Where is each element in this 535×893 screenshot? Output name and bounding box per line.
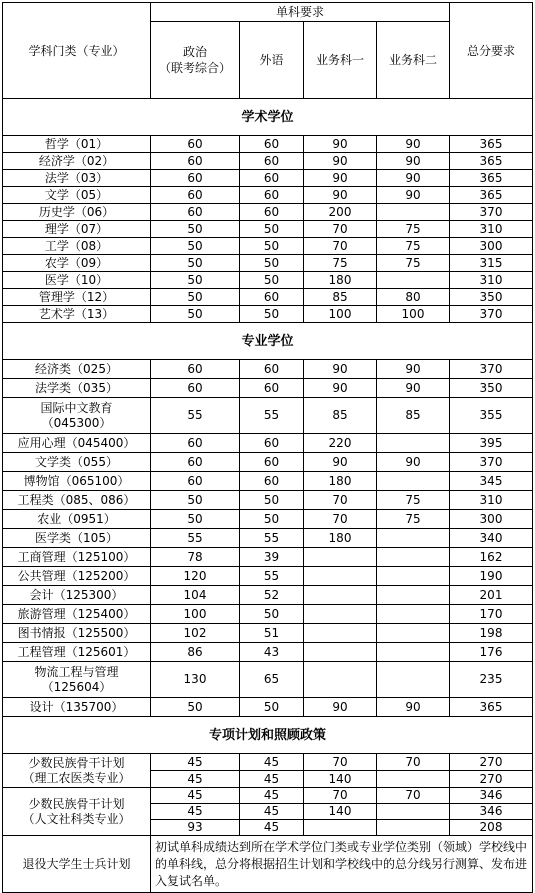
cell-politics: 60 — [151, 360, 240, 379]
cell-category: 博物馆（065100） — [3, 472, 151, 491]
cell-foreign-language: 65 — [240, 662, 304, 698]
cell-category: 图书情报（125500） — [3, 624, 151, 643]
cell-course1 — [304, 586, 377, 605]
table-row — [3, 272, 533, 289]
cell-category: 历史学（06） — [3, 204, 151, 221]
cell-politics: 60 — [151, 204, 240, 221]
cell-course2: 75 — [377, 238, 450, 255]
cell-total: 346 — [450, 804, 533, 820]
veteran-note: 初试单科成绩达到所在学术学位门类或专业学位类别（领域）学校线中的单科线，总分将根据招生计划和学校线中的总分线另行测算、发布进入复试名单。 — [151, 836, 533, 893]
cell-course2: 90 — [377, 136, 450, 153]
cell-politics: 60 — [151, 472, 240, 491]
cell-course1 — [304, 643, 377, 662]
cell-foreign-language: 50 — [240, 221, 304, 238]
cell-foreign-language: 45 — [240, 754, 304, 771]
cell-total: 365 — [450, 170, 533, 187]
cell-foreign-language: 60 — [240, 434, 304, 453]
cell-course2: 75 — [377, 255, 450, 272]
cell-course2: 90 — [377, 379, 450, 398]
cell-course2 — [377, 662, 450, 698]
table-row — [3, 472, 533, 491]
cell-total: 315 — [450, 255, 533, 272]
cell-foreign-language: 50 — [240, 491, 304, 510]
cell-foreign-language: 60 — [240, 204, 304, 221]
minority-stem-label: 少数民族骨干计划 （理工农医类专业） — [3, 754, 151, 788]
cell-foreign-language: 45 — [240, 788, 304, 804]
cell-course2: 70 — [377, 788, 450, 804]
section-title: 专项计划和照顾政策 — [3, 717, 533, 754]
cell-total: 300 — [450, 510, 533, 529]
cell-foreign-language: 50 — [240, 272, 304, 289]
cell-foreign-language: 60 — [240, 472, 304, 491]
cell-course1: 85 — [304, 289, 377, 306]
cell-politics: 45 — [151, 788, 240, 804]
cell-course1: 90 — [304, 698, 377, 717]
cell-politics: 45 — [151, 754, 240, 771]
cell-foreign-language: 60 — [240, 360, 304, 379]
cell-politics: 45 — [151, 804, 240, 820]
cell-politics: 50 — [151, 272, 240, 289]
cell-foreign-language: 55 — [240, 398, 304, 434]
cell-politics: 102 — [151, 624, 240, 643]
cell-total: 208 — [450, 820, 533, 836]
cell-politics: 86 — [151, 643, 240, 662]
cell-category: 农学（09） — [3, 255, 151, 272]
table-row — [3, 788, 533, 804]
cell-foreign-language: 60 — [240, 453, 304, 472]
cell-total: 350 — [450, 379, 533, 398]
cell-category: 工商管理（125100） — [3, 548, 151, 567]
cell-course1: 180 — [304, 529, 377, 548]
cell-foreign-language: 60 — [240, 289, 304, 306]
table-row — [3, 379, 533, 398]
cell-total: 170 — [450, 605, 533, 624]
table-row — [3, 754, 533, 771]
cell-politics: 60 — [151, 379, 240, 398]
cell-politics: 45 — [151, 771, 240, 788]
cell-foreign-language: 51 — [240, 624, 304, 643]
cell-total: 190 — [450, 567, 533, 586]
table-row — [3, 491, 533, 510]
table-row — [3, 529, 533, 548]
cell-course2: 75 — [377, 510, 450, 529]
cell-politics: 130 — [151, 662, 240, 698]
cell-politics: 50 — [151, 221, 240, 238]
table-row — [3, 586, 533, 605]
cell-politics: 120 — [151, 567, 240, 586]
cell-total: 235 — [450, 662, 533, 698]
cell-course2: 100 — [377, 306, 450, 323]
cell-course2 — [377, 586, 450, 605]
cell-total: 198 — [450, 624, 533, 643]
table-row — [3, 255, 533, 272]
cell-category: 旅游管理（125400） — [3, 605, 151, 624]
cell-course1: 90 — [304, 453, 377, 472]
cell-total: 310 — [450, 491, 533, 510]
cell-politics: 50 — [151, 698, 240, 717]
cell-course2: 90 — [377, 698, 450, 717]
cell-course1: 140 — [304, 771, 377, 788]
cell-total: 365 — [450, 136, 533, 153]
cell-politics: 60 — [151, 153, 240, 170]
table-row — [3, 836, 533, 893]
cell-politics: 55 — [151, 529, 240, 548]
cell-course2 — [377, 204, 450, 221]
cell-course1: 140 — [304, 804, 377, 820]
section-row — [3, 323, 533, 360]
cell-course1 — [304, 662, 377, 698]
cell-category: 文学（05） — [3, 187, 151, 204]
header-row-top — [3, 3, 533, 22]
cell-course1: 70 — [304, 754, 377, 771]
table-row — [3, 434, 533, 453]
table-row — [3, 567, 533, 586]
table-row — [3, 605, 533, 624]
cell-total: 340 — [450, 529, 533, 548]
cell-politics: 50 — [151, 289, 240, 306]
cell-course1: 90 — [304, 136, 377, 153]
cell-course2: 75 — [377, 221, 450, 238]
table-row — [3, 698, 533, 717]
cell-category: 经济类（025） — [3, 360, 151, 379]
cell-foreign-language: 60 — [240, 153, 304, 170]
cell-total: 370 — [450, 306, 533, 323]
cell-category: 医学（10） — [3, 272, 151, 289]
table-row — [3, 548, 533, 567]
cell-course2 — [377, 771, 450, 788]
cell-course1 — [304, 548, 377, 567]
cell-foreign-language: 50 — [240, 510, 304, 529]
cell-politics: 50 — [151, 255, 240, 272]
cell-category: 文学类（055） — [3, 453, 151, 472]
cell-category: 会计（125300） — [3, 586, 151, 605]
table-row — [3, 221, 533, 238]
table-row — [3, 398, 533, 434]
cell-category: 艺术学（13） — [3, 306, 151, 323]
section-row — [3, 99, 533, 136]
cell-course2: 75 — [377, 491, 450, 510]
cell-course2 — [377, 529, 450, 548]
cell-course2 — [377, 804, 450, 820]
cell-total: 310 — [450, 221, 533, 238]
cell-politics: 60 — [151, 434, 240, 453]
cell-course1 — [304, 624, 377, 643]
cell-foreign-language: 55 — [240, 529, 304, 548]
cell-category: 医学类（105） — [3, 529, 151, 548]
cell-course2 — [377, 272, 450, 289]
cell-category: 工程类（085、086） — [3, 491, 151, 510]
cell-total: 310 — [450, 272, 533, 289]
cell-course1: 200 — [304, 204, 377, 221]
cell-category: 国际中文教育 （045300） — [3, 398, 151, 434]
cell-total: 370 — [450, 453, 533, 472]
cell-course1: 90 — [304, 153, 377, 170]
cell-course2 — [377, 434, 450, 453]
cell-politics: 50 — [151, 491, 240, 510]
cell-foreign-language: 43 — [240, 643, 304, 662]
header-total: 总分要求 — [450, 3, 533, 99]
cell-foreign-language: 50 — [240, 698, 304, 717]
cell-course2 — [377, 548, 450, 567]
cell-category: 物流工程与管理 （125604） — [3, 662, 151, 698]
cell-course2: 70 — [377, 754, 450, 771]
cell-course1: 180 — [304, 272, 377, 289]
section-title: 专业学位 — [3, 323, 533, 360]
cell-course2: 80 — [377, 289, 450, 306]
header-foreign-language: 外语 — [240, 22, 304, 99]
cell-politics: 50 — [151, 510, 240, 529]
cell-politics: 50 — [151, 238, 240, 255]
cell-foreign-language: 60 — [240, 136, 304, 153]
cell-course1: 220 — [304, 434, 377, 453]
cell-course1: 70 — [304, 510, 377, 529]
cell-course1: 85 — [304, 398, 377, 434]
cell-politics: 60 — [151, 187, 240, 204]
cell-foreign-language: 50 — [240, 306, 304, 323]
cell-course1 — [304, 567, 377, 586]
header-course1: 业务科一 — [304, 22, 377, 99]
table-row — [3, 662, 533, 698]
cell-foreign-language: 50 — [240, 255, 304, 272]
table-row — [3, 153, 533, 170]
cell-category: 法学（03） — [3, 170, 151, 187]
cell-total: 370 — [450, 360, 533, 379]
cell-foreign-language: 45 — [240, 820, 304, 836]
cell-politics: 60 — [151, 136, 240, 153]
cell-total: 300 — [450, 238, 533, 255]
cell-politics: 104 — [151, 586, 240, 605]
cell-politics: 50 — [151, 306, 240, 323]
cell-category: 工学（08） — [3, 238, 151, 255]
cell-total: 350 — [450, 289, 533, 306]
section-title: 学术学位 — [3, 99, 533, 136]
cell-total: 355 — [450, 398, 533, 434]
cell-total: 365 — [450, 698, 533, 717]
cell-course1: 180 — [304, 472, 377, 491]
header-politics: 政治 （联考综合） — [151, 22, 240, 99]
cell-course2 — [377, 605, 450, 624]
cell-category: 经济学（02） — [3, 153, 151, 170]
table-row — [3, 170, 533, 187]
cell-course1: 70 — [304, 221, 377, 238]
cell-total: 176 — [450, 643, 533, 662]
veteran-label: 退役大学生士兵计划 — [3, 836, 151, 893]
cell-category: 理学（07） — [3, 221, 151, 238]
cell-total: 346 — [450, 788, 533, 804]
header-course2: 业务科二 — [377, 22, 450, 99]
cell-total: 270 — [450, 771, 533, 788]
cell-course1 — [304, 820, 377, 836]
cell-politics: 60 — [151, 453, 240, 472]
cell-course1: 90 — [304, 170, 377, 187]
table-row — [3, 306, 533, 323]
cell-total: 395 — [450, 434, 533, 453]
cell-course2 — [377, 567, 450, 586]
table-row — [3, 136, 533, 153]
cell-course2 — [377, 820, 450, 836]
table-row — [3, 187, 533, 204]
cell-course2 — [377, 624, 450, 643]
cell-course1: 90 — [304, 379, 377, 398]
cell-politics: 60 — [151, 170, 240, 187]
cell-foreign-language: 45 — [240, 771, 304, 788]
cell-category: 应用心理（045400） — [3, 434, 151, 453]
cell-foreign-language: 45 — [240, 804, 304, 820]
cell-foreign-language: 50 — [240, 605, 304, 624]
cell-total: 365 — [450, 153, 533, 170]
table-row — [3, 204, 533, 221]
cell-course2 — [377, 643, 450, 662]
cell-total: 162 — [450, 548, 533, 567]
cell-course1: 90 — [304, 360, 377, 379]
cell-course2: 85 — [377, 398, 450, 434]
cell-course2: 90 — [377, 360, 450, 379]
cell-course1: 70 — [304, 788, 377, 804]
section-row — [3, 717, 533, 754]
cell-total: 201 — [450, 586, 533, 605]
table-row — [3, 289, 533, 306]
table-row — [3, 510, 533, 529]
cell-politics: 78 — [151, 548, 240, 567]
cell-category: 哲学（01） — [3, 136, 151, 153]
cell-course1: 100 — [304, 306, 377, 323]
cell-total: 365 — [450, 187, 533, 204]
table-row — [3, 453, 533, 472]
cell-category: 农业（0951） — [3, 510, 151, 529]
header-category: 学科门类（专业） — [3, 3, 151, 99]
cell-category: 公共管理（125200） — [3, 567, 151, 586]
cell-course2: 90 — [377, 453, 450, 472]
table-row — [3, 643, 533, 662]
cell-category: 管理学（12） — [3, 289, 151, 306]
cell-course2: 90 — [377, 170, 450, 187]
header-single-subject: 单科要求 — [151, 3, 450, 22]
cell-category: 设计（135700） — [3, 698, 151, 717]
table-row — [3, 360, 533, 379]
cell-course2: 90 — [377, 153, 450, 170]
cell-foreign-language: 60 — [240, 187, 304, 204]
table-row — [3, 624, 533, 643]
cell-course1: 70 — [304, 491, 377, 510]
cell-category: 法学类（035） — [3, 379, 151, 398]
cell-foreign-language: 55 — [240, 567, 304, 586]
cell-course1 — [304, 605, 377, 624]
cell-course1: 75 — [304, 255, 377, 272]
minority-hum-label: 少数民族骨干计划 （人文社科类专业） — [3, 788, 151, 836]
cell-foreign-language: 39 — [240, 548, 304, 567]
cell-total: 270 — [450, 754, 533, 771]
cell-foreign-language: 60 — [240, 170, 304, 187]
cell-course1: 70 — [304, 238, 377, 255]
cell-total: 345 — [450, 472, 533, 491]
cell-course2: 90 — [377, 187, 450, 204]
score-requirements-table — [2, 2, 533, 893]
cell-category: 工程管理（125601） — [3, 643, 151, 662]
cell-politics: 93 — [151, 820, 240, 836]
cell-foreign-language: 60 — [240, 379, 304, 398]
cell-total: 370 — [450, 204, 533, 221]
cell-course1: 90 — [304, 187, 377, 204]
cell-course2 — [377, 472, 450, 491]
cell-foreign-language: 52 — [240, 586, 304, 605]
cell-politics: 100 — [151, 605, 240, 624]
cell-politics: 55 — [151, 398, 240, 434]
cell-foreign-language: 50 — [240, 238, 304, 255]
table-row — [3, 238, 533, 255]
